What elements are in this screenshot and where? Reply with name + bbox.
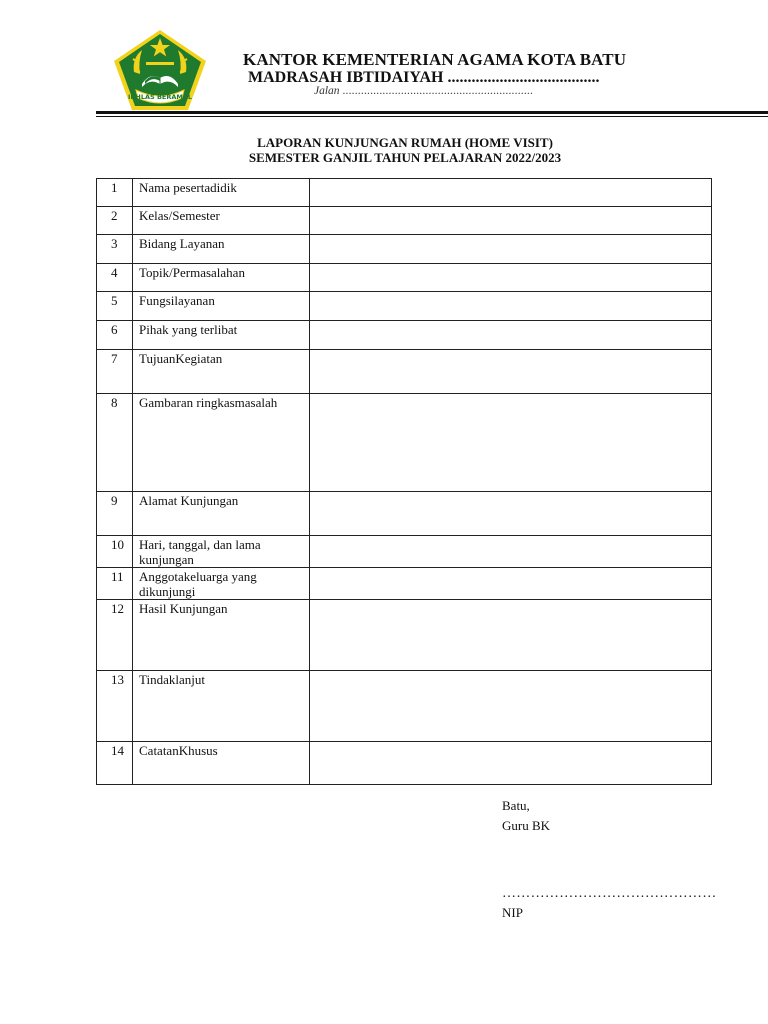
signature-place-date: Batu, <box>502 798 530 813</box>
form-row <box>97 394 712 492</box>
form-row-value-field[interactable] <box>310 600 712 671</box>
form-row-value-field[interactable] <box>310 492 712 536</box>
form-row-number: 14 <box>97 742 133 785</box>
form-row-label: Fungsilayanan <box>133 292 310 321</box>
street-label: Jalan <box>314 85 340 97</box>
form-row-number: 8 <box>97 394 133 492</box>
form-row-value-field[interactable] <box>310 394 712 492</box>
form-row-number: 2 <box>97 207 133 235</box>
home-visit-form-table <box>96 178 712 785</box>
form-row-number: 7 <box>97 350 133 394</box>
form-row <box>97 742 712 785</box>
form-row-value-field[interactable] <box>310 321 712 350</box>
form-row <box>97 235 712 264</box>
form-row-label: Alamat Kunjungan <box>133 492 310 536</box>
form-row <box>97 492 712 536</box>
form-row <box>97 264 712 292</box>
form-row <box>97 671 712 742</box>
letterhead-thin-rule <box>96 116 768 117</box>
letterhead <box>0 0 768 120</box>
school-name-blank: ...................................... <box>447 69 600 86</box>
form-row-value-field[interactable] <box>310 568 712 600</box>
form-row-value-field[interactable] <box>310 179 712 207</box>
signature-role: Guru BK <box>502 818 551 833</box>
form-row-number: 3 <box>97 235 133 264</box>
report-title: LAPORAN KUNJUNGAN RUMAH (HOME VISIT) <box>257 135 553 150</box>
form-row-value-field[interactable] <box>310 742 712 785</box>
form-row <box>97 536 712 568</box>
street-line <box>314 85 533 97</box>
logo-motto-text: IKHLAS BERAMAL <box>127 93 193 101</box>
form-row-number: 12 <box>97 600 133 671</box>
form-row-label: Hari, tanggal, dan lama kunjungan <box>133 536 310 568</box>
form-row-number: 11 <box>97 568 133 600</box>
form-row-label: CatatanKhusus <box>133 742 310 785</box>
form-row-value-field[interactable] <box>310 292 712 321</box>
office-name: KANTOR KEMENTERIAN AGAMA KOTA BATU <box>243 50 627 69</box>
form-row <box>97 350 712 394</box>
form-row <box>97 600 712 671</box>
letterhead-thick-rule <box>96 111 768 114</box>
form-row <box>97 292 712 321</box>
signature-name-blank: ……………………………………… <box>502 886 717 901</box>
form-row-number: 1 <box>97 179 133 207</box>
form-row-label: Gambaran ringkasmasalah <box>133 394 310 492</box>
form-row-value-field[interactable] <box>310 536 712 568</box>
form-row <box>97 207 712 235</box>
ministry-of-religious-affairs-logo <box>112 28 208 112</box>
report-subtitle: SEMESTER GANJIL TAHUN PELAJARAN 2022/2023 <box>248 150 562 165</box>
form-row-label: Nama pesertadidik <box>133 179 310 207</box>
form-row-label: Kelas/Semester <box>133 207 310 235</box>
form-row-number: 10 <box>97 536 133 568</box>
form-row-value-field[interactable] <box>310 235 712 264</box>
form-row-value-field[interactable] <box>310 350 712 394</box>
form-row-number: 13 <box>97 671 133 742</box>
form-row-number: 6 <box>97 321 133 350</box>
school-label: MADRASAH IBTIDAIYAH <box>248 69 444 86</box>
form-row <box>97 179 712 207</box>
form-row-number: 5 <box>97 292 133 321</box>
signature-nip-label: NIP <box>502 905 523 920</box>
form-row-number: 9 <box>97 492 133 536</box>
form-row-value-field[interactable] <box>310 671 712 742</box>
form-row-label: Hasil Kunjungan <box>133 600 310 671</box>
form-row-label: Anggotakeluarga yang dikunjungi <box>133 568 310 600</box>
street-blank: .............................................................. <box>342 85 534 97</box>
form-row-value-field[interactable] <box>310 264 712 292</box>
form-row-label: Tindaklanjut <box>133 671 310 742</box>
form-row-label: Bidang Layanan <box>133 235 310 264</box>
form-row-label: Pihak yang terlibat <box>133 321 310 350</box>
form-row-value-field[interactable] <box>310 207 712 235</box>
form-row-label: Topik/Permasalahan <box>133 264 310 292</box>
form-row <box>97 568 712 600</box>
form-row-label: TujuanKegiatan <box>133 350 310 394</box>
form-row <box>97 321 712 350</box>
form-row-number: 4 <box>97 264 133 292</box>
